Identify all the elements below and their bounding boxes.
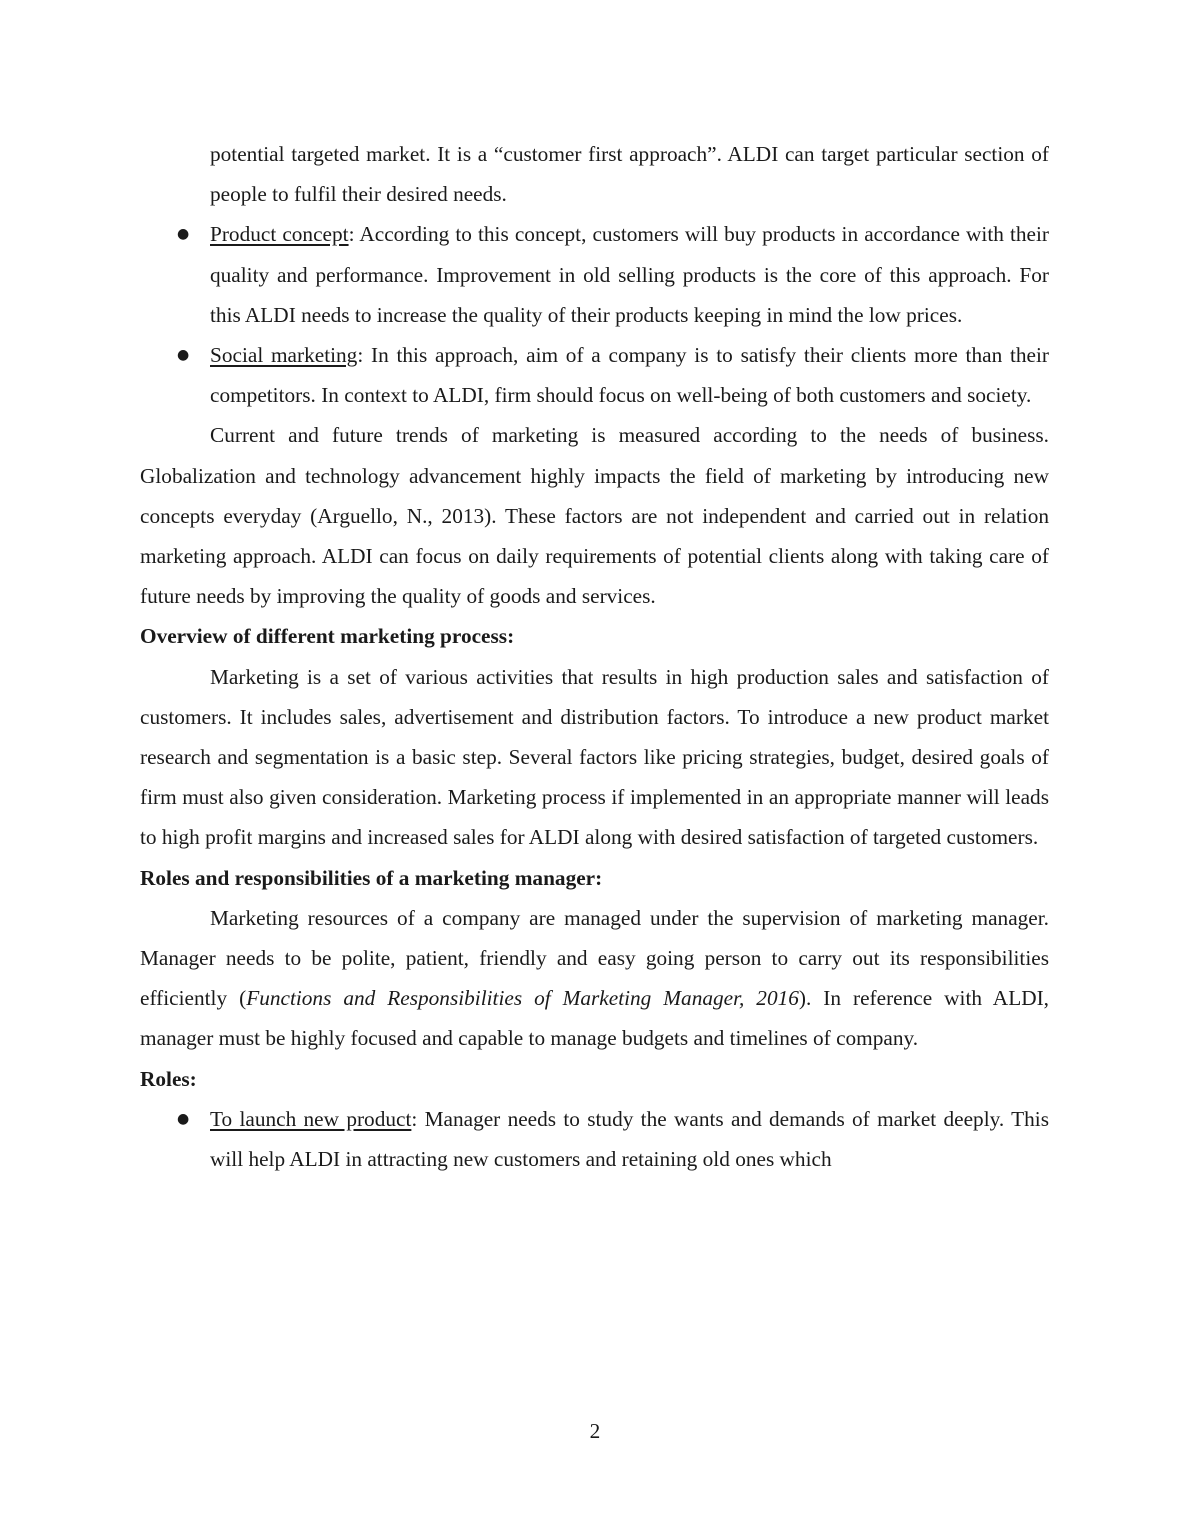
bullet-icon: ● (177, 226, 190, 243)
citation: Functions and Responsibilities of Marketing Manager, 2016 (246, 986, 799, 1011)
bullet-text: : In this approach, aim of a company is to satisfy their clients more than their competitors. In context to ALDI, firm should focus on well-being of both customers and society. (210, 343, 1049, 408)
page-number: 2 (589, 1419, 601, 1443)
overview-paragraph: Marketing is a set of various activities that results in high production sales and satisfaction of customers. It includes sales, advertisement and distribution factors. To introduce a new product market research and segmentation is a basic step. Several factors like pricing strategies, budget, desired goals of firm must also given consideration. Marketing process if implemented in an appropriate manner will leads to high profit margins and increased sales for ALDI along with desired satisfaction of targeted customers. (140, 664, 1049, 850)
intro-continuation (140, 134, 1049, 214)
bullet-social-marketing (140, 335, 1049, 415)
paragraph-text-after-citation: ). In reference with ALDI, manager must be highly focused and capable to manage budgets and timelines of company. (140, 986, 1049, 1051)
bullet-icon: ● (177, 347, 190, 364)
roles-responsibilities-paragraph (140, 898, 1049, 1059)
intro-continuation-text: potential targeted market. It is a “customer first approach”. ALDI can target particular section of people to fulfil their desired needs. (210, 142, 1049, 207)
bullet-term: To launch new product (210, 1106, 412, 1131)
bullet-text: : Manager needs to study the wants and demands of market deeply. This will help ALDI in attracting new customers and retaining old ones which (210, 1106, 1049, 1172)
bullet-product-concept (140, 214, 1049, 335)
roles-responsibilities-heading: Roles and responsibilities of a marketing manager: (140, 865, 603, 890)
page-body (140, 134, 1049, 1179)
overview-heading: Overview of different marketing process: (140, 624, 515, 649)
bullet-term: Social marketing (210, 343, 358, 368)
bullet-term: Product concept (210, 222, 349, 247)
roles-heading: Roles: (140, 1066, 197, 1091)
bullet-icon: ● (177, 1110, 190, 1127)
bullet-launch-new-product (140, 1099, 1049, 1179)
trends-paragraph: Current and future trends of marketing is measured according to the needs of business. Globalization and technology advancement highly impacts the field of marketing by introducing new concepts everyday (Arguello, N., 2013). These factors are not independent and carried out in relation marketing approach. ALDI can focus on daily requirements of potential clients along with taking care of future needs by improving the quality of goods and services. (140, 423, 1049, 609)
paragraph-text-before-citation: Marketing resources of a company are managed under the supervision of marketing manager. Manager needs to be polite, patient, friendly and easy going person to carry out its responsibilities efficiently ( (140, 905, 1049, 1011)
bullet-text: : According to this concept, customers will buy products in accordance with their quality and performance. Improvement in old selling products is the core of this approach. For this ALDI needs to increase the quality of their products keeping in mind the low prices. (210, 222, 1049, 327)
